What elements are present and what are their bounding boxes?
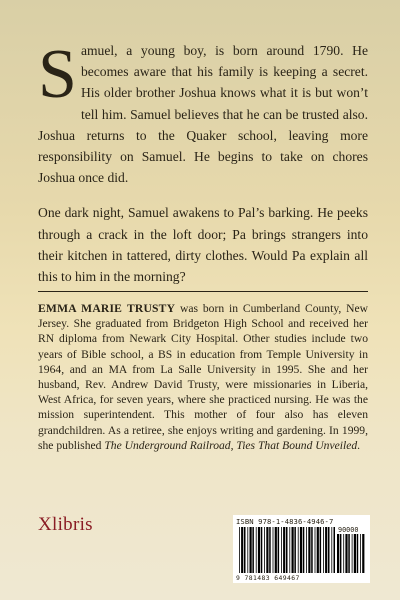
barcode-bar [292, 527, 294, 573]
barcode-bar [256, 527, 257, 573]
barcode-bar [317, 527, 319, 573]
barcode-bar [266, 527, 268, 573]
barcode-bar [334, 527, 336, 573]
barcode-bar [273, 527, 274, 573]
blurb [38, 36, 368, 301]
barcode-bar [250, 527, 252, 573]
barcode-bar [278, 527, 280, 573]
barcode-bar [323, 527, 324, 573]
published-book-title: The Underground Railroad, Ties That Bound Unveiled [104, 438, 358, 452]
barcode-bar [354, 534, 356, 573]
barcode-bar [348, 534, 350, 573]
author-bio-end: . [357, 438, 361, 452]
barcode [233, 515, 370, 583]
barcode-bar [286, 527, 288, 573]
barcode-bar [258, 527, 260, 573]
isbn-label: ISBN 978-1-4836-4946-7 [236, 517, 334, 526]
price-code: 90000 [338, 526, 359, 534]
barcode-bar [298, 527, 299, 573]
author-bio [38, 301, 368, 453]
barcode-bar [311, 527, 313, 573]
blurb-paragraph-1-text: amuel, a young boy, is born around 1790. He becomes aware that his family is keeping a secret. His older brother Joshua knows what it is but won’t tell him. Samuel believes that he can be trusted also. Joshua returns to the Quaker school, leaving more responsibility on Samuel. He begins to take on chores Joshua once did. [38, 43, 368, 186]
barcode-bar [340, 534, 342, 573]
barcode-bar [275, 527, 277, 573]
author-bio-text: was born in Cumberland County, New Jersey. She graduated from Bridgeton High School and received her RN diploma from Newark City Hospital. Other studies include two years of Bible school, a BS in education from Temple University in 1964, and an MA from La Salle University in 1995. She and her husband, Rev. Andrew David Trusty, were missionaries in Liberia, West Africa, for seven years, where she practiced nursing. He was the mission superintendent. This mother of four also has eleven grandchildren. As a retiree, she enjoys writing and gardening. In 1999, she published [38, 302, 368, 452]
barcode-bar [337, 534, 339, 573]
author-name: EMMA MARIE TRUSTY [38, 302, 176, 315]
barcode-bar [328, 527, 330, 573]
barcode-bar [289, 527, 290, 573]
barcode-bar [269, 527, 271, 573]
barcode-bar [264, 527, 265, 573]
drop-cap: S [38, 36, 77, 113]
barcode-bar [247, 527, 248, 573]
barcode-bar [331, 527, 332, 573]
publisher-logo [38, 514, 93, 536]
barcode-bar [300, 527, 302, 573]
barcode-bar [306, 527, 307, 573]
barcode-bar [261, 527, 263, 573]
barcode-bar [320, 527, 322, 573]
blurb-paragraph-1 [38, 36, 368, 188]
barcode-bar [308, 527, 310, 573]
barcode-bar [343, 534, 344, 573]
barcode-bar [281, 527, 282, 573]
barcode-bar [241, 527, 243, 573]
barcode-bar [244, 527, 246, 573]
price-barcode-bars [337, 534, 365, 573]
barcode-bar [362, 534, 364, 573]
barcode-bar [352, 534, 353, 573]
blurb-paragraph-2: One dark night, Samuel awakens to Pal’s barking. He peeks through a crack in the loft door; Pa brings strangers into their kitchen in tattered, dirty clothes. Would Pa explain all this to him in the morning? [38, 205, 368, 285]
barcode-bar [283, 527, 285, 573]
barcode-bar [315, 527, 316, 573]
barcode-bar [239, 527, 240, 573]
barcode-bar [360, 534, 361, 573]
publisher-logo-text: Xlibris [38, 514, 93, 535]
ean-digits: 9 781483 649467 [236, 574, 300, 582]
barcode-bar [325, 527, 327, 573]
barcode-bar [345, 534, 347, 573]
barcode-bar [252, 527, 254, 573]
barcode-bar [357, 534, 359, 573]
barcode-bar [294, 527, 296, 573]
divider [38, 291, 368, 292]
barcode-bar [303, 527, 305, 573]
ean-barcode-bars [239, 527, 335, 573]
